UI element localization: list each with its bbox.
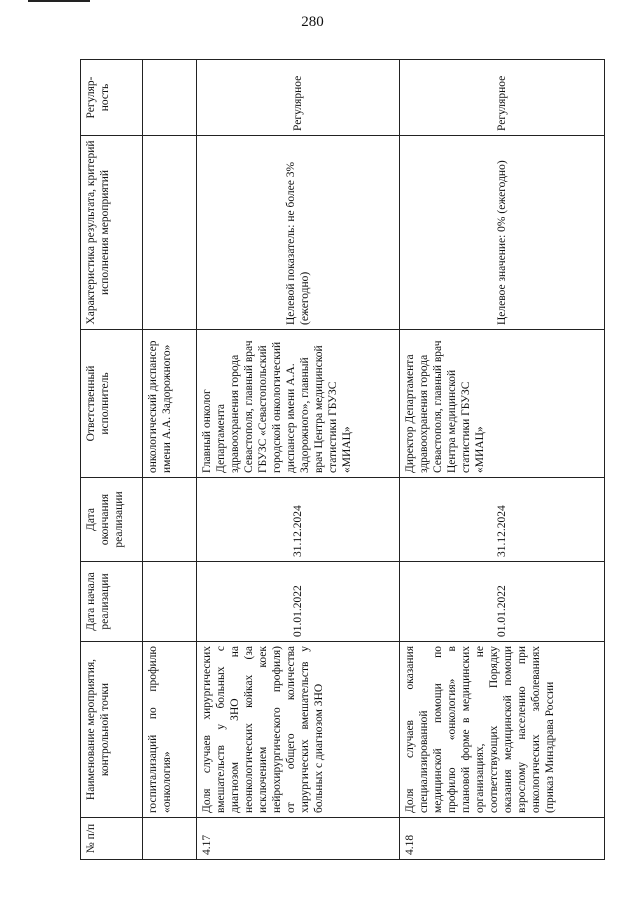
- row-characteristic: [143, 136, 197, 330]
- row-name: Доля случаев хирургических вмешательств у больных с диагнозом ЗНО на неонкологических койках (за исключением коек нейрохирургического профиля) от общего количества хирургических вмешательств у больных с диагнозом ЗНО: [197, 642, 400, 818]
- header-characteristic: Характеристика результата, критерий исполнения мероприятий: [81, 136, 143, 330]
- row-num: 4.18: [400, 818, 605, 860]
- row-num: [143, 818, 197, 860]
- header-end: Дата окончания реализации: [81, 478, 143, 562]
- row-name: Доля случаев оказания специализированной медицинской помощи по профилю «онкология» в плановой форме в медицинских организациях, не соответствующих Порядку оказания медицинской помощи взрослому населению при онкологических заболеваниях (приказ Минздрава России: [400, 642, 605, 818]
- header-name: Наименование мероприятия, контрольной точки: [81, 642, 143, 818]
- row-start: [143, 562, 197, 642]
- rotated-table-wrapper: [80, 60, 604, 860]
- header-start: Дата начала реализации: [81, 562, 143, 642]
- row-name: госпитализаций по профилю «онкология»: [143, 642, 197, 818]
- header-num: № п/п: [81, 818, 143, 860]
- table-header-row: [81, 60, 143, 860]
- row-regularity: Регулярное: [400, 60, 605, 136]
- row-num: 4.17: [197, 818, 400, 860]
- top-rule: [28, 0, 90, 2]
- row-end: 31.12.2024: [197, 478, 400, 562]
- row-regularity: [143, 60, 197, 136]
- row-end: 31.12.2024: [400, 478, 605, 562]
- row-responsible: Директор Департамента здравоохранения города Севастополя, главный врач Центра медицинской статистики ГБУЗС «МИАЦ»: [400, 330, 605, 478]
- row-responsible: онкологический диспансер имени А.А. Задорожного»: [143, 330, 197, 478]
- measures-table: [80, 59, 605, 860]
- row-characteristic: Целевой показатель: не более 3% (ежегодно): [197, 136, 400, 330]
- table-row: [143, 60, 197, 860]
- header-responsible: Ответственный исполнитель: [81, 330, 143, 478]
- table-row: [400, 60, 605, 860]
- row-end: [143, 478, 197, 562]
- row-regularity: Регулярное: [197, 60, 400, 136]
- row-responsible: Главный онколог Департамента здравоохранения города Севастополя, главный врач ГБУЗС «Севастопольский городской онкологический диспансер имени А.А. Задорожного», главный врач Центра медицинской статистики ГБУЗС «МИАЦ»: [197, 330, 400, 478]
- row-start: 01.01.2022: [400, 562, 605, 642]
- row-characteristic: Целевое значение: 0% (ежегодно): [400, 136, 605, 330]
- row-start: 01.01.2022: [197, 562, 400, 642]
- header-regularity: Регуляр- ность: [81, 60, 143, 136]
- page-number: 280: [301, 14, 324, 30]
- table-row: [197, 60, 400, 860]
